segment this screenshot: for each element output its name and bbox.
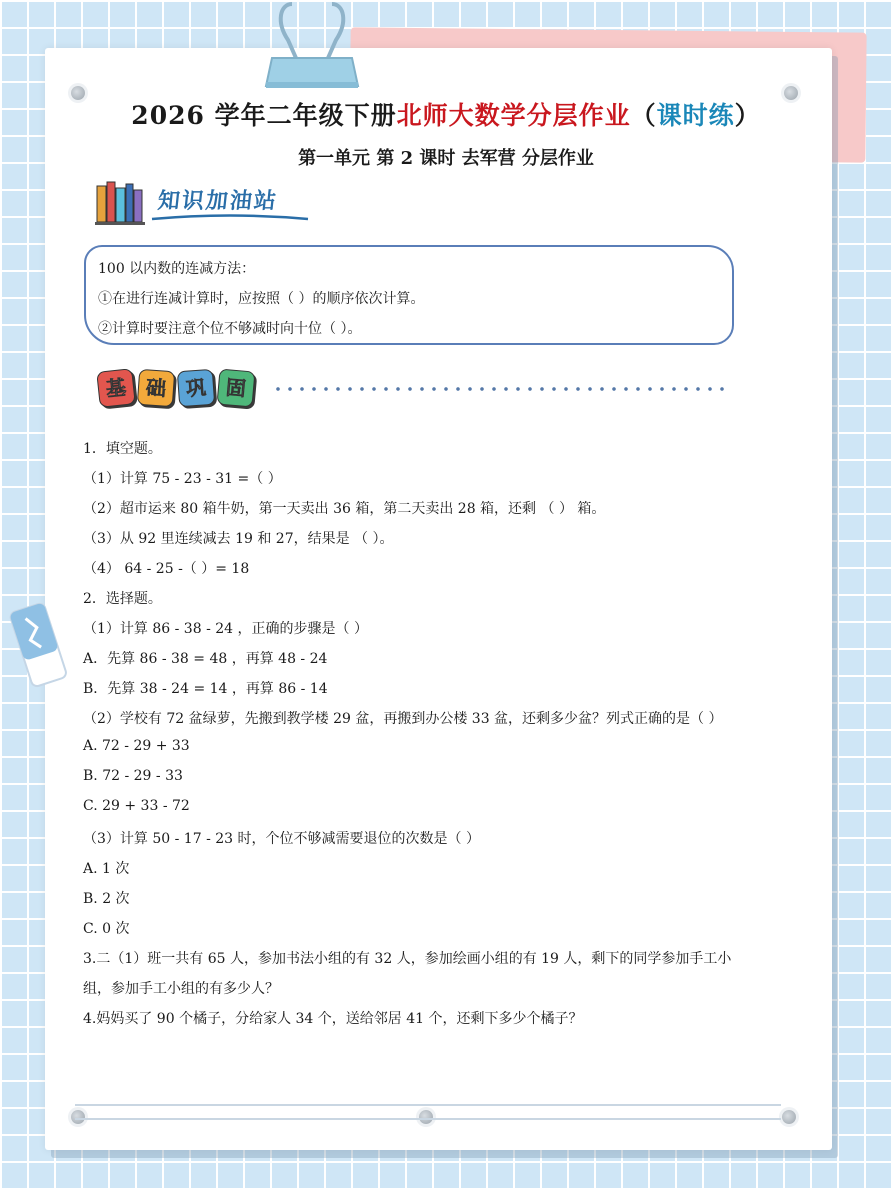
answer-option: B．先算 38 - 24 = 14 ，再算 86 - 14 [83, 681, 328, 697]
dotted-divider [272, 387, 732, 391]
question-line: （3）计算 50 - 17 - 23 时，个位不够减需要退位的次数是（ ） [83, 831, 480, 847]
knowledge-box [84, 245, 734, 345]
question-line: （2）学校有 72 盆绿萝，先搬到教学楼 29 盆，再搬到办公楼 33 盆，还剩多少盆？列式正确的是（ ） [83, 711, 723, 727]
answer-option: A. 72 - 29 + 33 [83, 738, 190, 754]
question-line: （1）计算 75 - 23 - 31 =（ ） [83, 471, 282, 487]
question-heading: 2．选择题。 [83, 591, 162, 607]
question-line: 组，参加手工小组的有多少人？ [83, 981, 279, 997]
bottom-divider [75, 1104, 781, 1120]
answer-option: A．先算 86 - 38 = 48 ，再算 48 - 24 [83, 651, 328, 667]
question-line: 3.二（1）班一共有 65 人，参加书法小组的有 32 人，参加绘画小组的有 19 人，剩下的同学参加手工小 [83, 951, 732, 967]
page-title: 2026 学年二年级下册北师大数学分层作业（课时练） [131, 101, 761, 130]
page-subtitle: 第一单元 第 2 课时 去军营 分层作业 [298, 148, 594, 169]
section-title-char: 础 [137, 369, 175, 407]
answer-option: B. 72 - 29 - 33 [83, 768, 183, 784]
question-line: 4.妈妈买了 90 个橘子，分给家人 34 个，送给邻居 41 个，还剩下多少个橘子？ [83, 1011, 583, 1027]
knowledge-line: ①在进行连减计算时，应按照（ ）的顺序依次计算。 [98, 291, 425, 307]
question-line: （3）从 92 里连续减去 19 和 27，结果是 （ ）。 [83, 531, 394, 547]
answer-option: C. 0 次 [83, 921, 130, 937]
question-line: （4） 64 - 25 -（ ）= 18 [83, 561, 250, 577]
answer-option: B. 2 次 [83, 891, 130, 907]
answer-option: A. 1 次 [83, 861, 130, 877]
question-line: （1）计算 86 - 38 - 24 ，正确的步骤是（ ） [83, 621, 368, 637]
title-underline [150, 214, 310, 222]
section-title-char: 巩 [177, 369, 215, 407]
answer-option: C. 29 + 33 - 72 [83, 798, 190, 814]
binder-hole-icon [782, 1110, 796, 1124]
question-heading: 1．填空题。 [83, 441, 162, 457]
knowledge-line: ②计算时要注意个位不够减时向十位（ ）。 [98, 321, 362, 337]
section-title-char: 基 [96, 368, 136, 408]
knowledge-section-title: 知识加油站 [156, 189, 280, 214]
eraser-icon [8, 598, 68, 690]
binder-clip-icon [262, 0, 362, 92]
knowledge-line: 100 以内数的连减方法： [98, 261, 256, 277]
section-title-char: 固 [216, 368, 255, 407]
basics-section-title [98, 370, 268, 416]
question-line: （2）超市运来 80 箱牛奶，第一天卖出 36 箱，第二天卖出 28 箱，还剩 （ ） 箱。 [83, 501, 606, 517]
